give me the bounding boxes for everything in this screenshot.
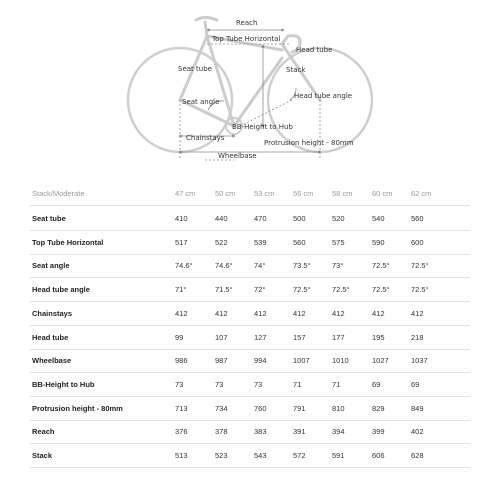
- value-cell: 1010: [332, 356, 349, 366]
- value-cell: 412: [175, 308, 188, 318]
- row-label: Protrusion height - 80mm: [32, 403, 123, 413]
- value-cell: 71: [293, 379, 302, 389]
- value-cell: 412: [254, 308, 267, 318]
- wheelbase-label: Wheelbase: [218, 152, 257, 160]
- value-cell: 410: [175, 214, 188, 223]
- value-cell: 591: [332, 451, 345, 460]
- value-cell: 399: [372, 427, 385, 437]
- value-cell: 73°: [332, 261, 344, 271]
- value-cell: 500: [293, 214, 306, 223]
- value-cell: 540: [372, 214, 385, 223]
- value-cell: 572: [293, 451, 306, 460]
- value-cell: 1007: [293, 356, 310, 366]
- value-cell: 520: [332, 214, 345, 223]
- value-cell: 157: [293, 332, 306, 342]
- table-row: [0, 398, 500, 420]
- row-label: Reach: [32, 427, 55, 437]
- row-label: Head tube: [32, 332, 69, 342]
- value-cell: 107: [215, 332, 228, 342]
- size-header-cell: 62 cm: [411, 189, 432, 198]
- value-cell: 849: [411, 403, 424, 413]
- value-cell: 987: [215, 356, 228, 366]
- value-cell: 72.5°: [411, 261, 429, 271]
- table-row: [0, 279, 500, 301]
- table-row: [0, 421, 500, 443]
- seat-tube-label: Seat tube: [178, 65, 212, 73]
- row-label: BB-Height to Hub: [32, 379, 95, 389]
- value-cell: 71°: [175, 285, 187, 295]
- size-header-cell: 60 cm: [372, 189, 393, 198]
- value-cell: 73: [215, 379, 224, 389]
- table-row: [0, 303, 500, 325]
- value-cell: 74.6°: [215, 261, 233, 271]
- value-cell: 99: [175, 332, 184, 342]
- stack-label: Stack: [286, 66, 306, 74]
- table-row: [0, 255, 500, 277]
- value-cell: 127: [254, 332, 267, 342]
- value-cell: 539: [254, 237, 267, 247]
- table-row: [0, 232, 500, 254]
- head-tube-angle-label: Head tube angle: [294, 92, 353, 100]
- head-tube-label: Head tube: [296, 46, 333, 54]
- value-cell: 810: [332, 403, 345, 413]
- value-cell: 829: [372, 403, 385, 413]
- value-cell: 195: [372, 332, 385, 342]
- value-cell: 994: [254, 356, 267, 366]
- value-cell: 402: [411, 427, 424, 437]
- size-header-cell: 56 cm: [293, 189, 314, 198]
- protrusion-label: Protrusion height - 80mm: [264, 139, 354, 147]
- value-cell: 543: [254, 451, 267, 460]
- size-header-cell: 58 cm: [332, 189, 353, 198]
- table-row: [0, 374, 500, 396]
- value-cell: 72.5°: [411, 285, 429, 295]
- table-row: [0, 350, 500, 372]
- value-cell: 734: [215, 403, 228, 413]
- value-cell: 69: [411, 379, 420, 389]
- row-divider: [30, 467, 470, 468]
- value-cell: 713: [175, 403, 188, 413]
- value-cell: 517: [175, 237, 188, 247]
- value-cell: 522: [215, 237, 228, 247]
- value-cell: 378: [215, 427, 228, 437]
- size-header-cell: 47 cm: [175, 189, 196, 198]
- value-cell: 1037: [411, 356, 428, 366]
- value-cell: 590: [372, 237, 385, 247]
- top-tube-label: Top Tube Horizontal: [212, 35, 281, 43]
- value-cell: 760: [254, 403, 267, 413]
- table-row: [0, 327, 500, 349]
- value-cell: 606: [372, 451, 385, 460]
- value-cell: 513: [175, 451, 188, 460]
- table-row: [0, 208, 500, 230]
- row-label: Head tube angle: [32, 285, 90, 295]
- row-label: Seat tube: [32, 214, 66, 223]
- value-cell: 73: [175, 379, 184, 389]
- value-cell: 440: [215, 214, 228, 223]
- value-cell: 986: [175, 356, 188, 366]
- value-cell: 394: [332, 427, 345, 437]
- value-cell: 470: [254, 214, 267, 223]
- row-label: Wheelbase: [32, 356, 72, 366]
- value-cell: 72.5°: [332, 285, 350, 295]
- value-cell: 72.5°: [372, 285, 390, 295]
- row-label: Top Tube Horizontal: [32, 237, 104, 247]
- row-label: Seat angle: [32, 261, 70, 271]
- row-label: Chainstays: [32, 308, 73, 318]
- value-cell: 412: [372, 308, 385, 318]
- value-cell: 72°: [254, 285, 266, 295]
- table-header-row: [0, 183, 500, 205]
- value-cell: 71: [332, 379, 341, 389]
- value-cell: 72.5°: [293, 285, 311, 295]
- chainstays-label: Chainstays: [186, 134, 225, 142]
- value-cell: 412: [332, 308, 345, 318]
- value-cell: 600: [411, 237, 424, 247]
- value-cell: 412: [293, 308, 306, 318]
- value-cell: 69: [372, 379, 381, 389]
- table-header-label: Stack/Moderate: [32, 189, 85, 198]
- value-cell: 575: [332, 237, 345, 247]
- value-cell: 218: [411, 332, 424, 342]
- value-cell: 412: [215, 308, 228, 318]
- value-cell: 71.5°: [215, 285, 233, 295]
- value-cell: 560: [293, 237, 306, 247]
- row-divider: [30, 205, 470, 206]
- value-cell: 383: [254, 427, 267, 437]
- value-cell: 177: [332, 332, 345, 342]
- value-cell: 1027: [372, 356, 389, 366]
- value-cell: 72.5°: [372, 261, 390, 271]
- bb-height-label: BB-Height to Hub: [232, 123, 293, 131]
- row-label: Stack: [32, 451, 53, 460]
- size-header-cell: 50 cm: [215, 189, 236, 198]
- value-cell: 791: [293, 403, 306, 413]
- value-cell: 74.6°: [175, 261, 193, 271]
- value-cell: 560: [411, 214, 424, 223]
- value-cell: 376: [175, 427, 188, 437]
- value-cell: 628: [411, 451, 424, 460]
- seat-angle-label: Seat angle: [182, 98, 220, 106]
- value-cell: 523: [215, 451, 228, 460]
- table-row: [0, 445, 500, 467]
- value-cell: 73: [254, 379, 263, 389]
- reach-label: Reach: [236, 19, 258, 27]
- bike-geometry-diagram: [0, 0, 500, 172]
- value-cell: 412: [411, 308, 424, 318]
- value-cell: 74°: [254, 261, 266, 271]
- size-header-cell: 53 cm: [254, 189, 275, 198]
- value-cell: 73.5°: [293, 261, 311, 271]
- value-cell: 391: [293, 427, 306, 437]
